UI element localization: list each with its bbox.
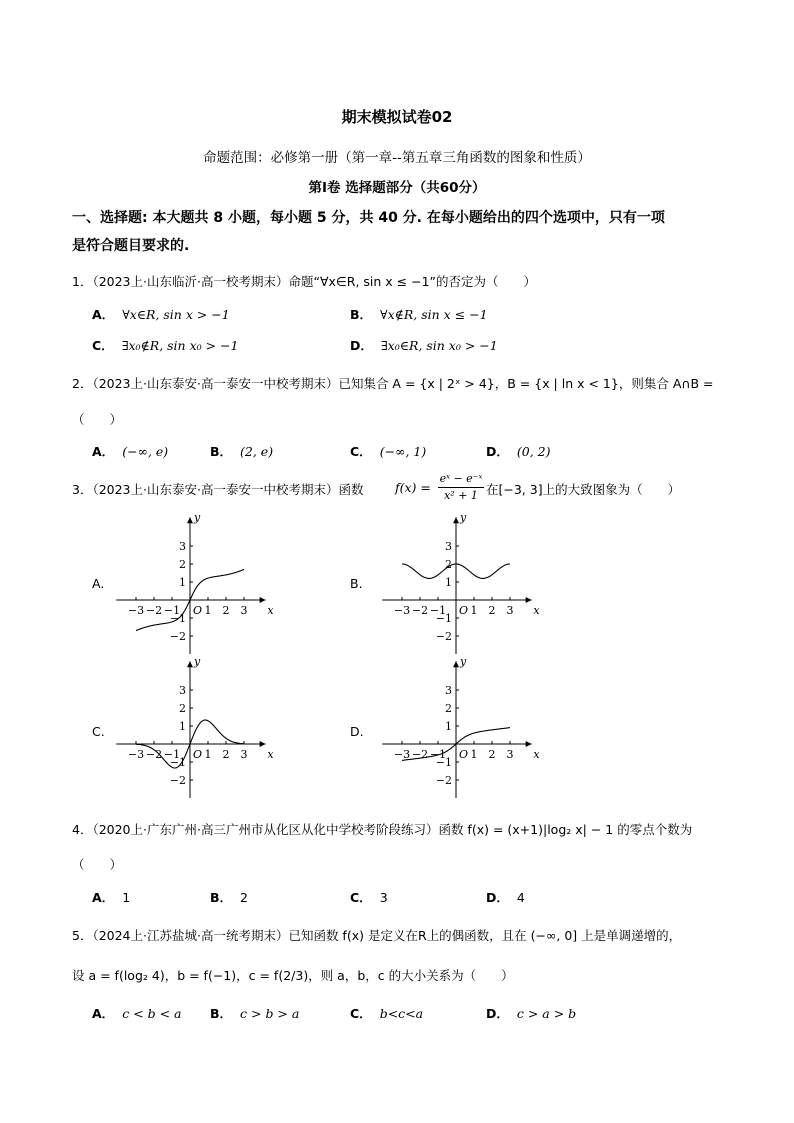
option-text: ∀x∈R, sin x > −1: [122, 307, 230, 322]
y-tick-label: 3: [445, 684, 452, 697]
question-5-stem-2: 设 a = f(log₂ 4)，b = f(−1)，c = f(2/3)，则 a，b，c 的大小关系为（ ）: [72, 968, 514, 983]
option-label: B．: [210, 890, 233, 905]
x-tick-label: −1: [163, 604, 181, 617]
option-label: D．: [486, 444, 509, 459]
x-tick-label: 2: [488, 604, 496, 617]
part-heading: 第Ⅰ卷 选择题部分（共60分）: [308, 180, 486, 196]
x-arrow-icon: [526, 741, 532, 747]
option-label: C．: [92, 338, 114, 353]
y-arrow-icon: [187, 517, 193, 523]
question-2-paren: （ ）: [72, 412, 123, 427]
question-2-option-a[interactable]: [92, 442, 168, 460]
y-tick-label: 1: [179, 720, 186, 733]
option-label: B．: [350, 307, 373, 322]
option-label: C．: [350, 890, 372, 905]
option-text: (−∞, e): [122, 444, 169, 459]
x-axis-label: x: [533, 604, 540, 617]
question-3-stem-pre: 3．（2023上·山东泰安·高一泰安一中校考期末）函数: [72, 482, 364, 497]
option-text: ∃x₀∈R, sin x₀ > −1: [380, 338, 498, 353]
fraction-bar: [438, 487, 484, 488]
x-tick-label: 3: [240, 748, 248, 761]
graph-a[interactable]: [112, 508, 272, 653]
option-text: 4: [516, 890, 525, 905]
option-text: b<c<a: [379, 1006, 424, 1021]
option-label: B．: [210, 444, 233, 459]
fraction-denominator: x² + 1: [444, 489, 478, 502]
y-tick-label: −2: [435, 774, 452, 787]
question-4-option-d[interactable]: [486, 888, 525, 906]
section-instructions: [72, 204, 665, 260]
y-tick-label: −2: [169, 630, 186, 643]
fraction-numerator: eˣ − e⁻ˣ: [439, 472, 483, 485]
section-line-2: 是符合题目要求的.: [72, 238, 190, 254]
y-tick-label: 2: [179, 558, 186, 571]
option-label: A．: [92, 307, 115, 322]
question-5-stem: 5．（2024上·江苏盐城·高一统考期末）已知函数 f(x) 是定义在R上的偶函数，且在 (−∞, 0] 上是单调递增的，: [72, 928, 682, 943]
y-tick-label: 2: [179, 702, 186, 715]
x-tick-label: −1: [429, 748, 447, 761]
x-tick-label: −2: [411, 604, 429, 617]
y-axis-label: y: [460, 511, 467, 524]
question-5-option-a[interactable]: [92, 1004, 181, 1022]
question-4-paren: （ ）: [72, 857, 123, 872]
exam-scope: 命题范围：必修第一册（第一章--第五章三角函数的图象和性质）: [203, 150, 591, 166]
section-line-1: 一、选择题: 本大题共 8 小题，每小题 5 分，共 40 分. 在每小题给出的四个选项中，只有一项: [72, 210, 665, 226]
question-3-fx: f(x) =: [395, 480, 431, 495]
question-4-stem: 4．（2020上·广东广州·高三广州市从化区从化中学校考阶段练习）函数 f(x) = (x+1)|log₂ x| − 1 的零点个数为: [72, 822, 693, 837]
option-label: D．: [486, 890, 509, 905]
origin-label: O: [459, 604, 469, 617]
x-tick-label: 1: [204, 748, 212, 761]
y-tick-label: −2: [169, 774, 186, 787]
y-axis-label: y: [460, 655, 467, 668]
x-tick-label: 3: [506, 748, 514, 761]
option-text: (2, e): [240, 444, 274, 459]
graph-d[interactable]: [370, 655, 540, 801]
option-text: (0, 2): [516, 444, 551, 459]
option-text: ∃x₀∉R, sin x₀ > −1: [121, 338, 239, 353]
question-1-option-c[interactable]: [92, 336, 238, 354]
x-tick-label: −2: [145, 604, 163, 617]
option-label: C．: [350, 1006, 372, 1021]
x-tick-label: −1: [163, 748, 181, 761]
option-text: c < b < a: [122, 1006, 182, 1021]
option-text: c > b > a: [240, 1006, 300, 1021]
x-arrow-icon: [260, 597, 266, 603]
option-label: A．: [92, 890, 115, 905]
option-text: c > a > b: [516, 1006, 577, 1021]
option-label: B．: [210, 1006, 233, 1021]
y-tick-label: 2: [445, 702, 452, 715]
option-text: 1: [122, 890, 131, 905]
x-tick-label: 2: [222, 748, 230, 761]
question-4-option-c[interactable]: [350, 888, 388, 906]
y-axis-label: y: [194, 511, 201, 524]
y-arrow-icon: [187, 661, 193, 667]
x-tick-label: −3: [393, 604, 411, 617]
option-label: D．: [350, 338, 373, 353]
y-tick-label: 3: [179, 540, 186, 553]
question-4-option-a[interactable]: [92, 888, 130, 906]
y-tick-label: −1: [435, 612, 452, 625]
x-tick-label: −2: [411, 748, 429, 761]
graph-c[interactable]: [112, 656, 272, 801]
question-5-option-d[interactable]: [486, 1004, 576, 1022]
page-title: 期末模拟试卷02: [341, 108, 453, 126]
y-tick-label: 1: [179, 576, 186, 589]
origin-label: O: [459, 748, 469, 761]
option-text: 3: [379, 890, 388, 905]
x-tick-label: 2: [222, 604, 230, 617]
x-arrow-icon: [526, 597, 532, 603]
option-label: A．: [92, 444, 115, 459]
option-text: (−∞, 1): [379, 444, 427, 459]
y-tick-label: 1: [445, 576, 452, 589]
question-2-stem: 2．（2023上·山东泰安·高一泰安一中校考期末）已知集合 A = {x | 2ˣ > 4}，B = {x | ln x < 1}，则集合 A∩B =: [72, 376, 714, 391]
option-label: D．: [486, 1006, 509, 1021]
question-1-option-b[interactable]: [350, 305, 488, 323]
x-axis-label: x: [267, 748, 274, 761]
x-tick-label: 1: [204, 604, 212, 617]
option-label: A．: [92, 1006, 115, 1021]
question-3-option-c-label[interactable]: C.: [92, 724, 105, 739]
y-tick-label: −1: [169, 756, 186, 769]
x-arrow-icon: [260, 741, 266, 747]
y-tick-label: 3: [179, 684, 186, 697]
y-tick-label: −2: [435, 630, 452, 643]
x-axis-label: x: [267, 604, 274, 617]
question-1-option-a[interactable]: [92, 305, 230, 323]
x-tick-label: 1: [470, 748, 478, 761]
x-tick-label: −1: [429, 604, 447, 617]
question-5-option-b[interactable]: [210, 1004, 299, 1022]
y-tick-label: 1: [445, 720, 452, 733]
x-tick-label: 3: [506, 604, 514, 617]
y-tick-label: −1: [169, 612, 186, 625]
y-axis-label: y: [194, 655, 201, 668]
x-tick-label: 3: [240, 604, 248, 617]
x-axis-label: x: [533, 748, 540, 761]
question-2-option-c[interactable]: [350, 442, 426, 460]
question-3-stem-post: 在[−3, 3]上的大致图象为（ ）: [486, 482, 681, 497]
y-tick-label: 3: [445, 540, 452, 553]
x-tick-label: −3: [127, 748, 145, 761]
question-5-option-c[interactable]: [350, 1004, 423, 1022]
option-text: 2: [240, 890, 248, 905]
x-tick-label: 1: [470, 604, 478, 617]
y-arrow-icon: [453, 517, 459, 523]
option-text: ∀x∉R, sin x ≤ −1: [380, 307, 488, 322]
x-tick-label: −3: [127, 604, 145, 617]
question-3-option-b-label[interactable]: B.: [350, 576, 363, 591]
x-tick-label: −3: [393, 748, 411, 761]
x-tick-label: −2: [145, 748, 163, 761]
question-4-option-b[interactable]: [210, 888, 248, 906]
question-1-stem: 1．（2023上·山东临沂·高一校考期末）命题“∀x∈R, sin x ≤ −1”的否定为（ ）: [72, 274, 537, 289]
origin-label: O: [193, 748, 203, 761]
y-tick-label: 2: [445, 558, 452, 571]
x-tick-label: 2: [488, 748, 496, 761]
origin-label: O: [193, 604, 203, 617]
question-1-option-d[interactable]: [350, 336, 498, 354]
y-tick-label: −1: [435, 756, 452, 769]
question-2-option-b[interactable]: [210, 442, 273, 460]
graph-b[interactable]: [370, 508, 540, 653]
question-2-option-d[interactable]: [486, 442, 551, 460]
option-label: C．: [350, 444, 372, 459]
y-arrow-icon: [453, 661, 459, 667]
question-3-option-a-label[interactable]: A.: [92, 576, 105, 591]
question-3-option-d-label[interactable]: D.: [350, 724, 364, 739]
